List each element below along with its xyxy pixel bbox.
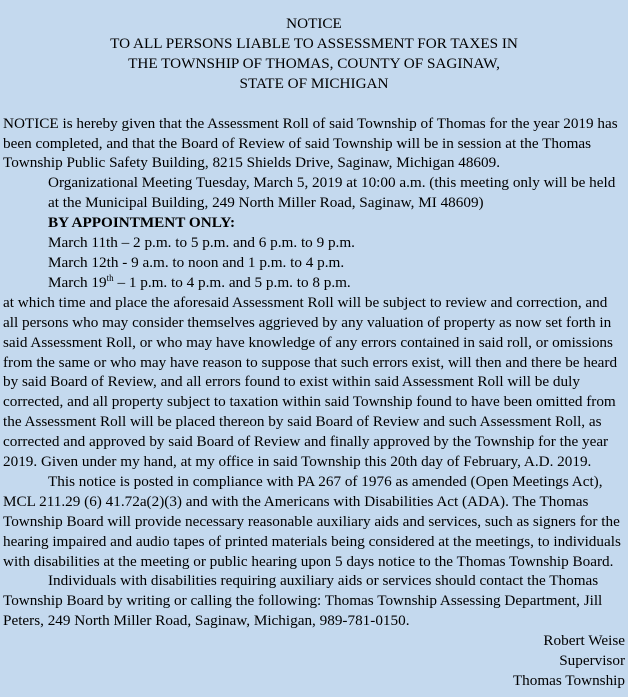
date-line-3-superscript: th [106,272,114,283]
notice-heading [3,14,625,94]
heading-line-3: THE TOWNSHIP OF THOMAS, COUNTY OF SAGINAW, [128,54,500,72]
body-paragraph-1: at which time and place the aforesaid Assessment Roll will be subject to review and correction, and all persons who may consider themselves aggrieved by any valuation of property as now set forth in said Assessment Roll, or who may have knowledge of any errors contained in said roll, or omissions from the same or who may have reason to suppose that such errors exist, will then and there be heard by said Board of Review, and all errors found to exist within said Assessment Roll will be duly corrected, and all property subject to taxation within said Township found to have been omitted from the Assessment Roll will be placed thereon by said Board of Review and such Assessment Roll, as corrected and approved by said Board of Review and finally approved by the Township for the year 2019. Given under my hand, at my office in said Township this 20th day of February, A.D. 2019. [3,293,618,471]
appointment-heading: BY APPOINTMENT ONLY: [48,214,236,232]
body-paragraph-2: This notice is posted in compliance with PA 267 of 1976 as amended (Open Meetings Act), MCL 211.29 (6) 41.72a(2)(3) and with the Americans with Disabilities Act (ADA). The Thomas Township Board will provide necessary reasonable auxiliary aids and services, such as signers for the hearing impaired and audio tapes of printed materials being considered at the meetings, to individuals with disabilities at the meeting or public hearing upon 5 days notice to the Thomas Township Board. [3,472,621,570]
date-line-2: March 12th - 9 a.m. to noon and 1 p.m. to 4 p.m. [48,253,345,271]
body-paragraph-3: Individuals with disabilities requiring auxiliary aids or services should contact the Thomas Township Board by writing or calling the following: Thomas Township Assessing Department, Jill Peters, 249 North Miller Road, Saginaw, Michigan, 989-781-0150. [3,572,603,630]
organizational-meeting: Organizational Meeting Tuesday, March 5, 2019 at 10:00 a.m. (this meeting only will be held at the Municipal Building, 249 North Miller Road, Saginaw, MI 48609) [48,174,616,212]
signature-block [3,631,625,691]
date-line-3-prefix: March 19 [48,273,107,291]
intro-paragraph: NOTICE is hereby given that the Assessment Roll of said Township of Thomas for the year 2019 has been completed, and that the Board of Review of said Township will be in session at the Thomas Township Public Safety Building, 8215 Shields Drive, Saginaw, Michigan 48609. [3,114,618,172]
heading-line-4: STATE OF MICHIGAN [239,74,389,92]
date-line-3 [3,273,625,293]
date-line-1: March 11th – 2 p.m. to 5 p.m. and 6 p.m. to 9 p.m. [48,234,355,252]
signature-org: Thomas Township [512,672,625,689]
spacer [3,94,625,114]
date-line-3-rest: – 1 p.m. to 4 p.m. and 5 p.m. to 8 p.m. [113,273,351,291]
signature-title: Supervisor [559,652,625,670]
signature-name: Robert Weise [543,632,625,650]
heading-title: NOTICE [286,15,342,32]
heading-line-2: TO ALL PERSONS LIABLE TO ASSESSMENT FOR TAXES IN [110,34,518,52]
